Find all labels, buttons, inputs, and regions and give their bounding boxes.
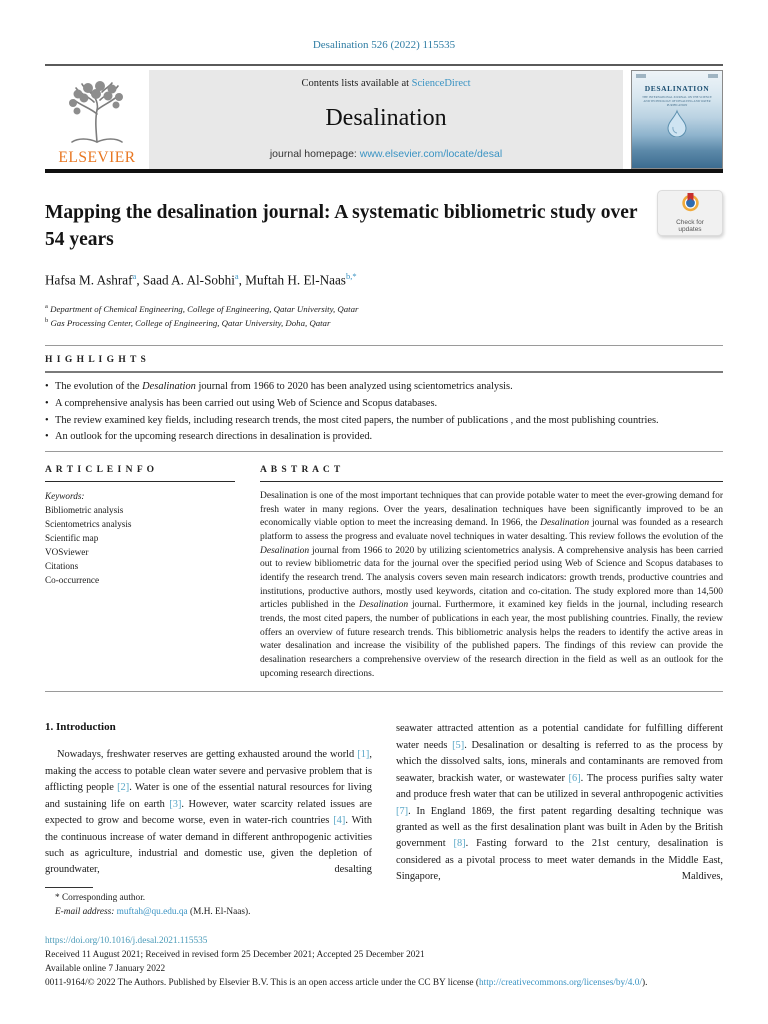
affiliation-text: Gas Processing Center, College of Engineering, Qatar University, Doha, Qatar: [48, 318, 331, 329]
author-name: Saad A. Al-Sobhi: [142, 272, 235, 288]
sciencedirect-link[interactable]: ScienceDirect: [411, 78, 471, 89]
highlights-bottom-rule: [45, 451, 723, 452]
abstract-text: Desalination is one of the most important techniques that can provide potable water to meet the ever-growing demand for fresh water in many regions. Over the years, desalination techniques have been significantly improved to be an economically viable option to meet the increasing demand. In 1966, the Desalination journal was founded as a research platform to assess the progress and evaluate novel techniques in water desalting. This review follows the evolution of the Desalination journal from 1966 to 2020 by utilizing scientometrics analysis. A comprehensive analysis has been carried out to review bibliometric data for the journal over the specified period using Web of Science and Scopus databases to identify the research trend. The analysis covers seven main research indicators: growth trends, productive countries and institutions, productive authors, mostly used keywords, citation and co-citation. The study explored more than 14,500 articles published in the Desalination journal. Furthermore, it examined key fields in the journal, including research trends, the most cited papers, the number of publications in each year, the most publishing countries. Finally, the review offers an overview of future research trends. This bibliometric analysis helps the readers to identify the active areas in water desalination and increase the visibility of the published papers. The findings of this review can provide the desalination researchers a comprehensive overview of the research direction in the field as well as an outlook for the upcoming research directions.: [260, 490, 723, 679]
author-superscript: b,*: [345, 270, 357, 281]
doi-link[interactable]: https://doi.org/10.1016/j.desal.2021.115535: [45, 935, 208, 946]
elsevier-tree-icon: [64, 80, 130, 148]
citation-ref[interactable]: [6]: [568, 772, 581, 784]
highlights-top-rule: [45, 345, 723, 346]
email-label: E-mail address:: [55, 906, 115, 917]
email-line: [45, 906, 372, 920]
highlight-item: [45, 396, 723, 413]
available-line: Available online 7 January 2022: [45, 963, 166, 974]
highlight-text: The review examined key fields, including research trends, the most cited papers, the number of publications , and the most publishing countries.: [55, 414, 659, 426]
abstract-rule: [260, 481, 723, 482]
author-separator: ,: [238, 272, 246, 288]
highlight-item: [45, 379, 723, 396]
highlight-item: [45, 413, 723, 430]
affiliation-superscript: a: [45, 303, 48, 311]
elsevier-logo: [45, 70, 149, 169]
highlight-text: A comprehensive analysis has been carried out using Web of Science and Scopus databases.: [55, 398, 438, 410]
bullet-icon: •: [45, 414, 49, 426]
homepage-prefix: journal homepage:: [269, 148, 360, 160]
article-title: Mapping the desalination journal: A systematic bibliometric study over 54 years: [45, 202, 638, 250]
introduction-section: [45, 721, 723, 919]
cover-title: DESALINATION: [644, 84, 710, 93]
author-name: Hafsa M. Ashraf: [45, 272, 133, 288]
email-link[interactable]: muftah@qu.edu.qa: [116, 906, 188, 917]
authors-line: [45, 271, 723, 288]
highlight-text: An outlook for the upcoming research directions in desalination is provided.: [55, 431, 373, 443]
crossmark-icon: [681, 193, 700, 217]
copyright-line: [45, 977, 723, 991]
abstract-heading: A B S T R A C T: [260, 464, 342, 475]
intro-paragraph-right: seawater attracted attention as a potential candidate for fulfilling different water needs [5]. Desalination or desalting is referred to as the process by which the dissolved salts, ions, minerals and contaminants are removed from seawater, brackish water, or wastewater [6]. The process purifies salty water and produce fresh water that can be utilized in several anthropogenic activities [7]. In England 1869, the first patent regarding desalting technique was granted as well as the first desalination plant was built in Aden by the British government [8]. Fasting forward to the 21st century, desalination is considered as a pivotal process to meet water demands in the Middle East, Singapore, Maldives,: [396, 723, 724, 883]
section-heading-introduction: 1. Introduction: [45, 721, 116, 734]
keyword-item: Co-occurrence: [45, 574, 100, 585]
top-rule: [45, 64, 723, 66]
keyword-item: Bibliometric analysis: [45, 504, 124, 515]
corresponding-author-note: * Corresponding author.: [55, 892, 146, 903]
citation-ref[interactable]: [2]: [117, 782, 130, 794]
bullet-icon: •: [45, 431, 49, 443]
author-superscript: a: [234, 270, 239, 281]
footer-block: [45, 935, 723, 991]
keyword-item: VOSviewer: [45, 546, 89, 557]
affiliation-text: Department of Chemical Engineering, College of Engineering, Qatar University, Qatar: [47, 304, 359, 315]
journal-cover: [631, 70, 723, 169]
author-name: Muftah H. El-Naas: [245, 272, 346, 288]
journal-cover-column: [623, 70, 723, 169]
homepage-line: [153, 148, 619, 160]
intro-column-right: [396, 721, 723, 919]
journal-reference: Desalination 526 (2022) 115535: [312, 39, 456, 51]
contents-line: [153, 78, 619, 89]
abstract-bottom-rule: [45, 691, 723, 692]
citation-ref[interactable]: [3]: [169, 798, 182, 810]
article-info-heading: A R T I C L E I N F O: [45, 464, 156, 475]
bullet-icon: •: [45, 381, 49, 393]
keywords-label: Keywords:: [45, 490, 85, 501]
copyright-suffix: ).: [641, 977, 648, 988]
keywords-block: [45, 490, 235, 588]
article-info-column: [45, 465, 235, 681]
highlight-text: The evolution of the Desalination journal from 1966 to 2020 has been analyzed using scientometrics analysis.: [55, 381, 513, 393]
email-suffix: (M.H. El-Naas).: [187, 906, 251, 917]
author-superscript: a: [132, 270, 137, 281]
check-updates-badge[interactable]: [657, 190, 723, 236]
citation-ref[interactable]: [5]: [452, 739, 465, 751]
license-link[interactable]: http://creativecommons.org/licenses/by/4.0/: [478, 977, 642, 988]
journal-masthead: [45, 70, 723, 169]
abstract-column: [260, 465, 723, 681]
citation-ref[interactable]: [8]: [453, 838, 466, 850]
keyword-item: Scientometrics analysis: [45, 518, 132, 529]
cover-subtitle: THE INTERNATIONAL JOURNAL ON THE SCIENCE AND TECHNOLOGY OF DESALTING AND WATER PURIFICATION: [642, 95, 712, 107]
journal-title: Desalination: [325, 105, 447, 131]
masthead-center: [149, 70, 623, 169]
author-separator: ,: [136, 272, 143, 288]
affiliation-superscript: b: [45, 317, 49, 325]
highlight-item: [45, 429, 723, 446]
affiliations: [45, 302, 723, 330]
elsevier-wordmark: ELSEVIER: [58, 149, 136, 166]
water-drop-icon: [666, 109, 688, 142]
intro-column-left: [45, 721, 372, 919]
keyword-item: Scientific map: [45, 532, 99, 543]
masthead-bottom-rule: [45, 169, 723, 173]
bullet-icon: •: [45, 398, 49, 410]
citation-ref[interactable]: [4]: [333, 815, 346, 827]
contents-prefix: Contents lists available at: [301, 78, 412, 89]
intro-paragraph-left: Nowadays, freshwater reserves are getting exhausted around the world [1], making the access to potable clean water severe and pervasive problem that is afflicting people [2]. Water is one of the essential natural resources for living and sustaining life on earth [3]. However, water scarcity related issues are expected to grow and become worse, even in water-rich countries [4]. With the continuous increase of water demand in different anthropogenic activities such as agriculture, industrial and domestic use, given the depletion of groundwater, desalting: [45, 749, 373, 876]
affiliation: [45, 302, 723, 316]
footnote-block: [45, 892, 372, 920]
received-line: Received 11 August 2021; Received in revised form 25 December 2021; Accepted 25 December 2021: [45, 949, 425, 960]
check-updates-label: Check for updates: [676, 218, 704, 233]
homepage-link[interactable]: www.elsevier.com/locate/desal: [359, 148, 503, 160]
article-info-rule: [45, 481, 235, 482]
citation-ref[interactable]: [1]: [357, 749, 370, 761]
highlights-heading-rule: [45, 371, 723, 373]
highlights-list: [45, 379, 723, 446]
highlights-heading: H I G H L I G H T S: [45, 355, 147, 366]
cover-top-marks: [636, 74, 718, 78]
affiliation: [45, 316, 723, 330]
keyword-item: Citations: [45, 560, 79, 571]
citation-ref[interactable]: [7]: [396, 805, 409, 817]
copyright-prefix: 0011-9164/© 2022 The Authors. Published by Elsevier B.V. This is an open access article under the CC BY license (: [45, 977, 479, 988]
footnote-rule: [45, 887, 93, 888]
info-abstract-section: [45, 465, 723, 681]
